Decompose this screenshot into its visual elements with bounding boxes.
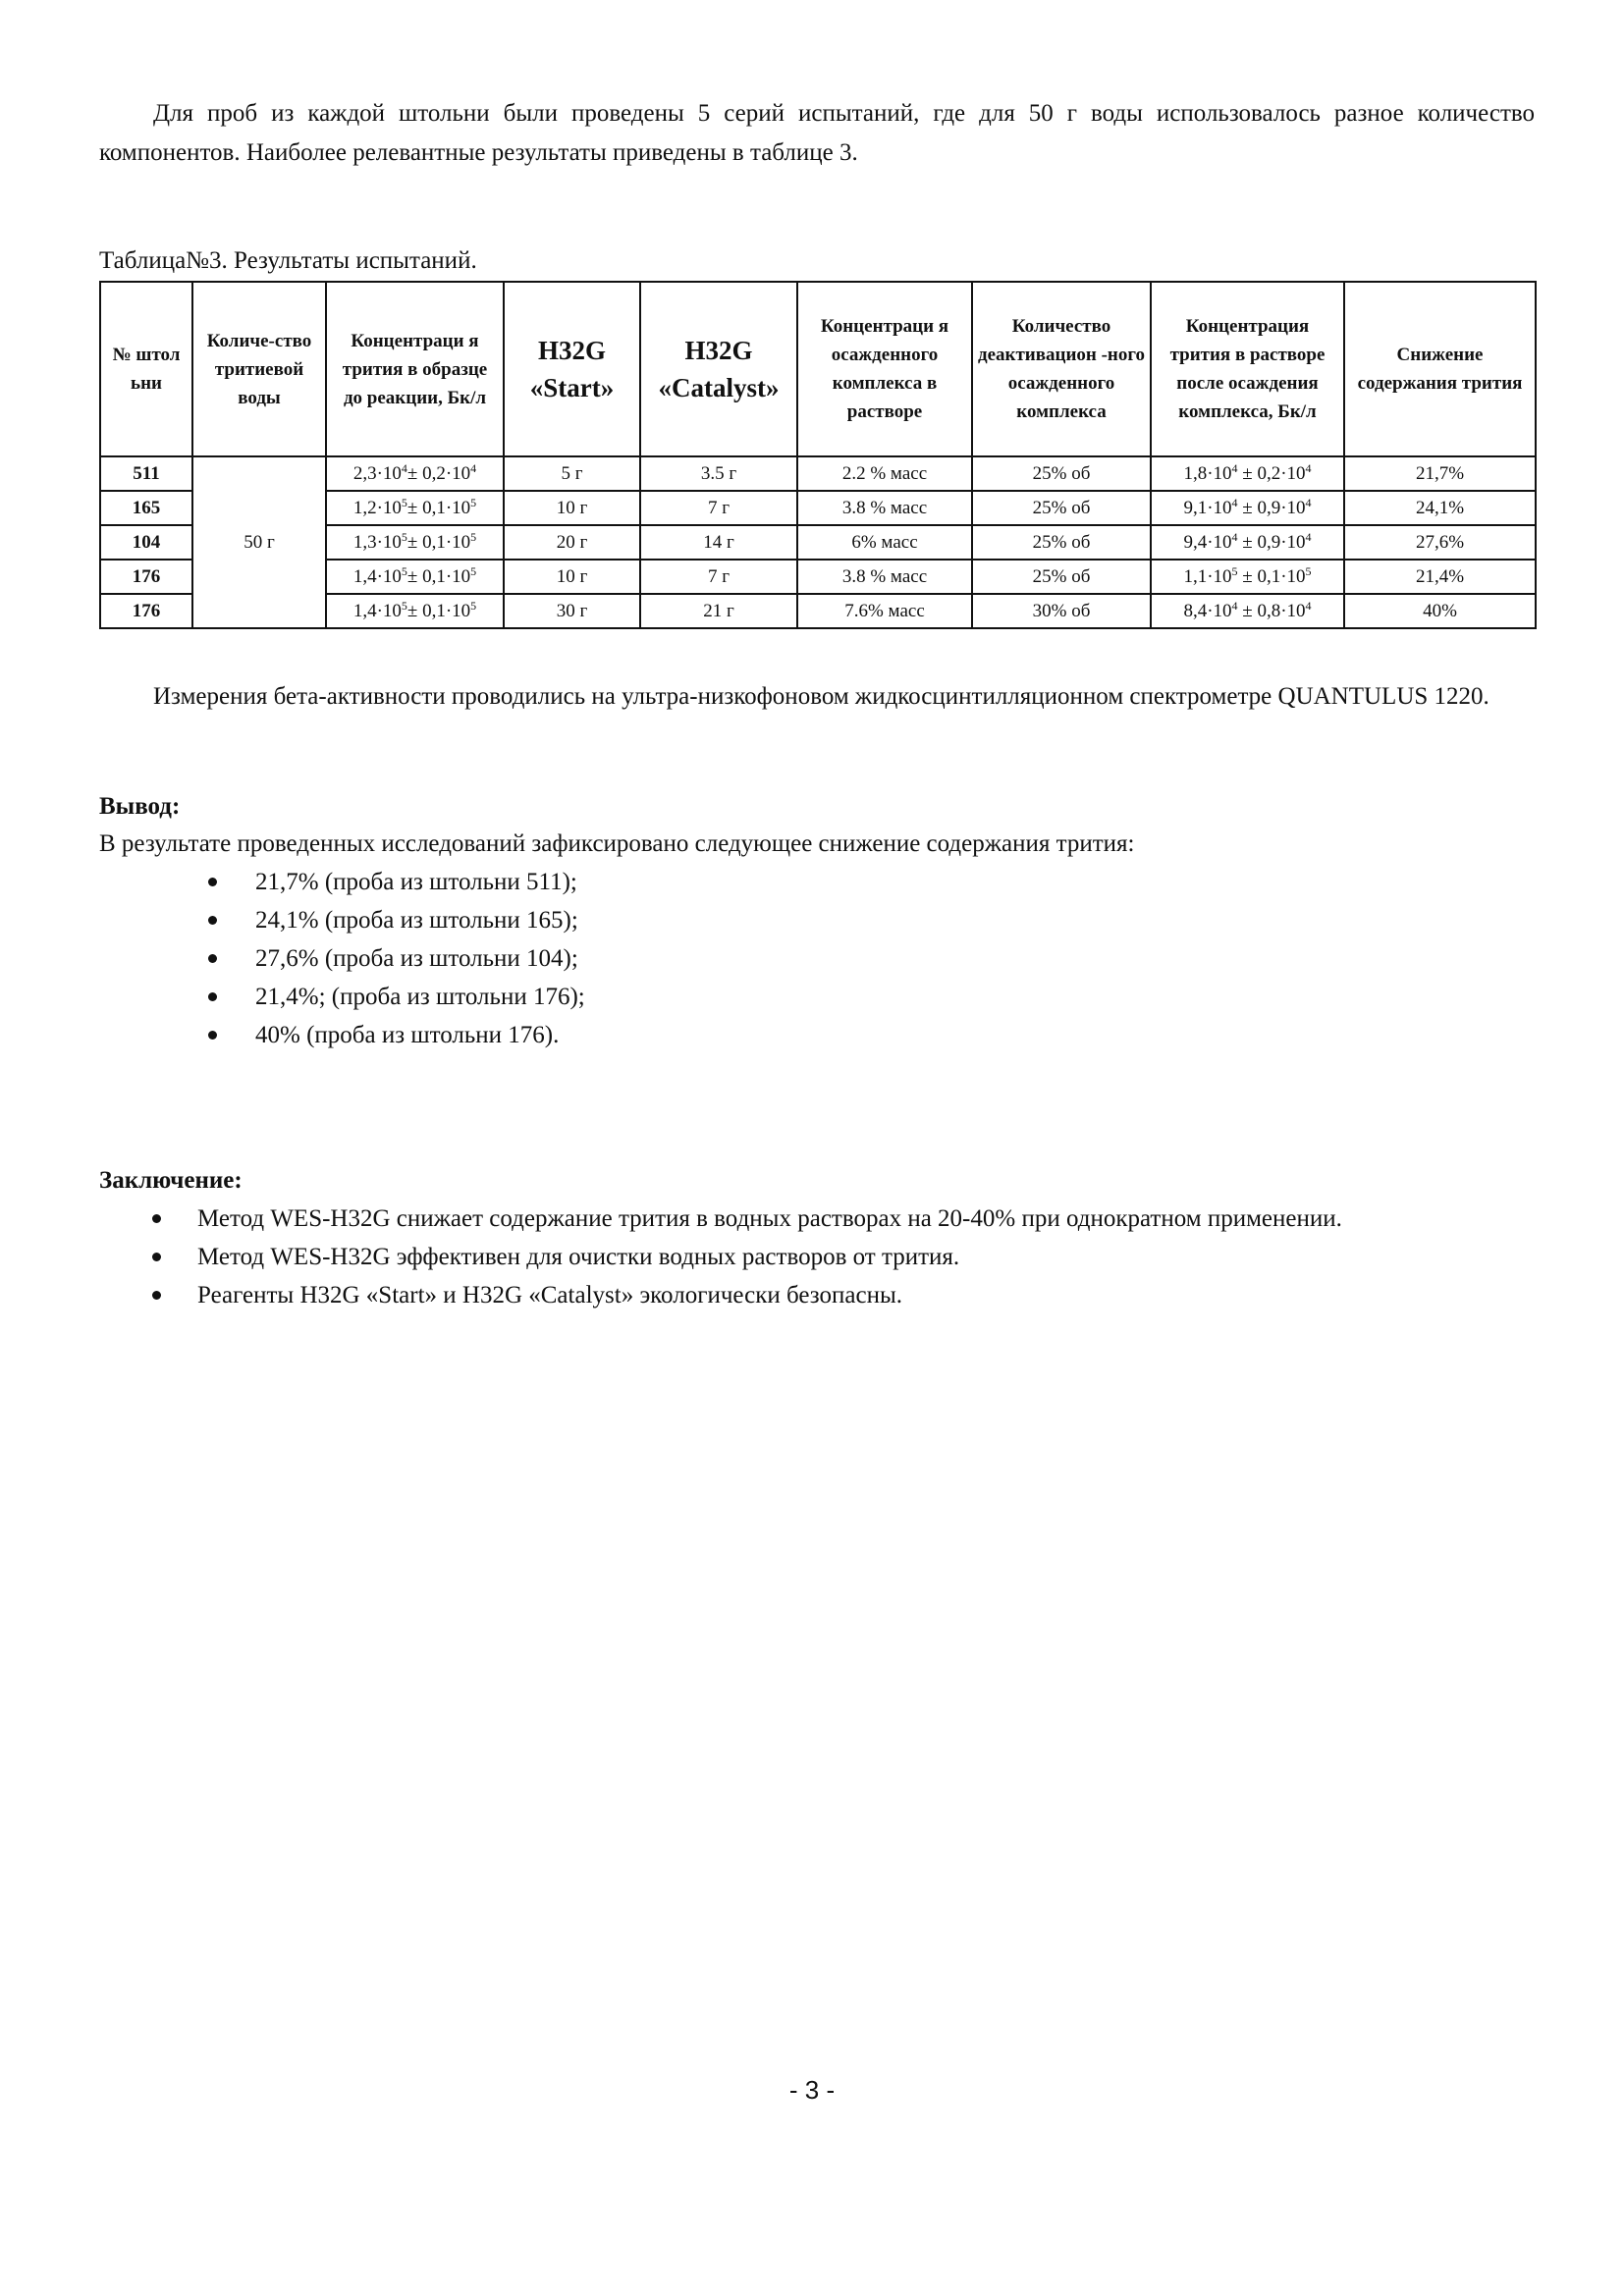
header-water-amount: Количе-ство тритиевой воды bbox=[192, 282, 326, 456]
water-amount-cell: 50 г bbox=[192, 456, 326, 628]
start-amount-cell: 30 г bbox=[504, 594, 640, 628]
final-concentration-cell: $1,1\cdot 10^5 \pm 0,1\cdot 10^5$ bbox=[1151, 560, 1344, 594]
deactivated-complex-cell: 25% об bbox=[972, 560, 1151, 594]
deactivated-complex-cell: 25% об bbox=[972, 525, 1151, 560]
table-header-row bbox=[100, 282, 1536, 456]
header-reduction: Снижение содержания трития bbox=[1344, 282, 1536, 456]
shaft-id-cell: 165 bbox=[100, 491, 192, 525]
catalyst-amount-cell: 7 г bbox=[640, 491, 797, 525]
reduction-cell: 21,4% bbox=[1344, 560, 1536, 594]
table-row bbox=[100, 456, 1536, 491]
reduction-cell: 27,6% bbox=[1344, 525, 1536, 560]
initial-concentration-cell: $1,4\cdot 10^5\pm 0,1\cdot 10^5$ bbox=[326, 560, 504, 594]
header-h32g-catalyst: H32G «Catalyst» bbox=[640, 282, 797, 456]
final-concentration-cell: $8,4\cdot 10^4 \pm 0,8\cdot 10^4$ bbox=[1151, 594, 1344, 628]
initial-concentration-cell: $1,3\cdot 10^5\pm 0,1\cdot 10^5$ bbox=[326, 525, 504, 560]
list-item: 21,7% (проба из штольни 511); bbox=[255, 863, 585, 901]
reduction-cell: 21,7% bbox=[1344, 456, 1536, 491]
start-amount-cell: 10 г bbox=[504, 560, 640, 594]
initial-concentration-cell: $2,3\cdot 10^4\pm 0,2\cdot 10^4$ bbox=[326, 456, 504, 491]
start-amount-cell: 20 г bbox=[504, 525, 640, 560]
header-initial-concentration: Концентраци я трития в образце до реакции, Бк/л bbox=[326, 282, 504, 456]
catalyst-amount-cell: 3.5 г bbox=[640, 456, 797, 491]
list-item: 27,6% (проба из штольни 104); bbox=[255, 939, 585, 978]
list-item: 40% (проба из штольни 176). bbox=[255, 1016, 585, 1054]
start-amount-cell: 5 г bbox=[504, 456, 640, 491]
header-final-concentration: Концентрация трития в растворе после осаждения комплекса, Бк/л bbox=[1151, 282, 1344, 456]
shaft-id-cell: 511 bbox=[100, 456, 192, 491]
catalyst-amount-cell: 21 г bbox=[640, 594, 797, 628]
list-item: 24,1% (проба из штольни 165); bbox=[255, 901, 585, 939]
final-concentration-cell: $1,8\cdot 10^4 \pm 0,2\cdot 10^4$ bbox=[1151, 456, 1344, 491]
shaft-id-cell: 176 bbox=[100, 594, 192, 628]
catalyst-amount-cell: 14 г bbox=[640, 525, 797, 560]
intro-paragraph: Для проб из каждой штольни были проведены 5 серий испытаний, где для 50 г воды использовалось разное количество компонентов. Наиболее релевантные результаты приведены в таблице 3. bbox=[99, 100, 1535, 166]
bullet-icon bbox=[208, 992, 217, 1001]
complex-concentration-cell: 6% масс bbox=[797, 525, 972, 560]
deactivated-complex-cell: 30% об bbox=[972, 594, 1151, 628]
page-number: - 3 - bbox=[788, 2075, 836, 2105]
header-deactivated-complex: Количество деактивацион -ного осажденного комплекса bbox=[972, 282, 1151, 456]
initial-concentration-cell: $1,2\cdot 10^5\pm 0,1\cdot 10^5$ bbox=[326, 491, 504, 525]
conclusion-text: В результате проведенных исследований зафиксировано следующее снижение содержания трития: bbox=[99, 830, 1135, 857]
results-table bbox=[99, 281, 1537, 629]
list-item: 21,4%; (проба из штольни 176); bbox=[255, 978, 585, 1016]
list-item: Метод WES-H32G снижает содержание трития в водных растворах на 20-40% при однократном применении. bbox=[197, 1200, 1342, 1238]
reduction-cell: 40% bbox=[1344, 594, 1536, 628]
header-shaft-number: № штол ьни bbox=[100, 282, 192, 456]
start-amount-cell: 10 г bbox=[504, 491, 640, 525]
measurement-paragraph: Измерения бета-активности проводились на ультра-низкофоновом жидкосцинтилляционном спектрометре QUANTULUS 1220. bbox=[153, 683, 1489, 710]
deactivated-complex-cell: 25% об bbox=[972, 456, 1151, 491]
complex-concentration-cell: 3.8 % масс bbox=[797, 491, 972, 525]
catalyst-amount-cell: 7 г bbox=[640, 560, 797, 594]
final-concentration-cell: $9,1\cdot 10^4 \pm 0,9\cdot 10^4$ bbox=[1151, 491, 1344, 525]
shaft-id-cell: 176 bbox=[100, 560, 192, 594]
header-complex-concentration: Концентраци я осажденного комплекса в растворе bbox=[797, 282, 972, 456]
summary-list bbox=[197, 1200, 1342, 1314]
bullet-icon bbox=[152, 1291, 161, 1300]
deactivated-complex-cell: 25% об bbox=[972, 491, 1151, 525]
header-h32g-start: H32G «Start» bbox=[504, 282, 640, 456]
bullet-icon bbox=[208, 916, 217, 925]
conclusion-list bbox=[255, 863, 585, 1054]
list-item: Метод WES-H32G эффективен для очистки водных растворов от трития. bbox=[197, 1238, 1342, 1276]
final-concentration-cell: $9,4\cdot 10^4 \pm 0,9\cdot 10^4$ bbox=[1151, 525, 1344, 560]
complex-concentration-cell: 2.2 % масс bbox=[797, 456, 972, 491]
table-caption: Таблица№3. Результаты испытаний. bbox=[99, 247, 477, 274]
complex-concentration-cell: 3.8 % масс bbox=[797, 560, 972, 594]
bullet-icon bbox=[152, 1214, 161, 1223]
complex-concentration-cell: 7.6% масс bbox=[797, 594, 972, 628]
reduction-cell: 24,1% bbox=[1344, 491, 1536, 525]
bullet-icon bbox=[208, 954, 217, 963]
shaft-id-cell: 104 bbox=[100, 525, 192, 560]
bullet-icon bbox=[208, 1031, 217, 1040]
conclusion-heading: Вывод: bbox=[99, 793, 181, 820]
bullet-icon bbox=[152, 1253, 161, 1261]
list-item: Реагенты H32G «Start» и H32G «Catalyst» экологически безопасны. bbox=[197, 1276, 1342, 1314]
initial-concentration-cell: $1,4\cdot 10^5\pm 0,1\cdot 10^5$ bbox=[326, 594, 504, 628]
summary-heading: Заключение: bbox=[99, 1167, 243, 1194]
bullet-icon bbox=[208, 878, 217, 886]
